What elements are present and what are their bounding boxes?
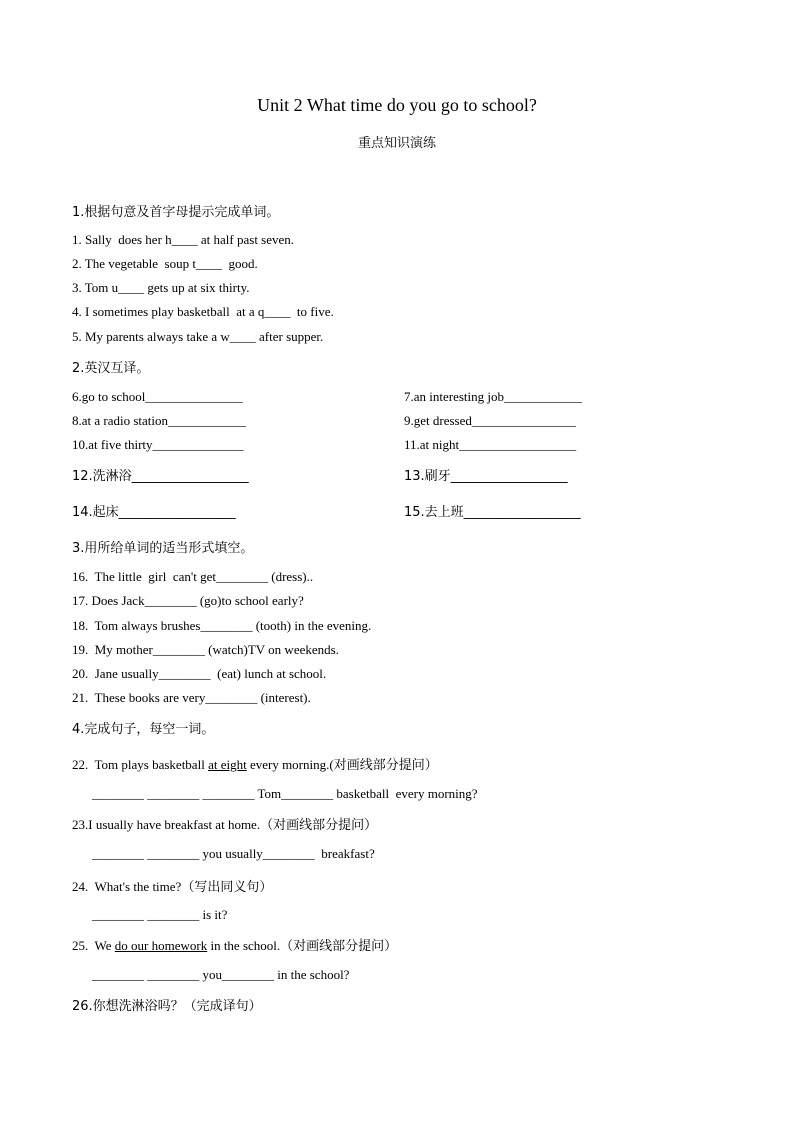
section3-heading: 3.用所给单词的适当形式填空。	[72, 541, 254, 556]
question-1: 1. Sally does her h____ at half past seven.	[72, 232, 295, 247]
question-20: 20. Jane usually________ (eat) lunch at school.	[72, 666, 327, 681]
question-10: 10.at five thirty______________	[72, 437, 244, 452]
question-25	[72, 935, 397, 954]
question-4: 4. I sometimes play basketball at a q____ to five.	[72, 304, 334, 319]
question-21: 21. These books are very________ (interest).	[72, 690, 311, 705]
page-subtitle: 重点知识演练	[357, 136, 436, 151]
question-14: 14.起床__________________	[72, 505, 236, 520]
question-25-pre: 25. We	[72, 938, 115, 953]
question-19: 19. My mother________ (watch)TV on weekends.	[72, 642, 339, 657]
answer-23: ________ ________ you usually________ breakfast?	[92, 846, 375, 861]
question-22-post: every morning.(对画线部分提问）	[246, 757, 438, 772]
question-2: 2. The vegetable soup t____ good.	[72, 256, 258, 271]
question-23: 23.I usually have breakfast at home.（对画线部分提问）	[72, 817, 378, 832]
question-22	[72, 754, 438, 773]
question-16: 16. The little girl can't get________ (dress)..	[72, 569, 314, 584]
question-6: 6.go to school_______________	[72, 389, 243, 404]
question-22-pre: 22. Tom plays basketball	[72, 757, 209, 772]
question-9: 9.get dressed________________	[404, 413, 576, 428]
section1-heading: 1.根据句意及首字母提示完成单词。	[72, 205, 280, 220]
question-3: 3. Tom u____ gets up at six thirty.	[72, 280, 250, 295]
question-25-underlined: do our homework	[114, 938, 208, 953]
section4-heading: 4.完成句子，每空一词。	[72, 722, 215, 737]
question-15: 15.去上班__________________	[404, 505, 581, 520]
question-8: 8.at a radio station____________	[72, 413, 247, 428]
question-7: 7.an interesting job____________	[404, 389, 583, 404]
question-22-underlined: at eight	[208, 757, 247, 772]
section2-heading: 2.英汉互译。	[72, 361, 150, 376]
question-5: 5. My parents always take a w____ after supper.	[72, 329, 324, 344]
question-11: 11.at night__________________	[404, 437, 577, 452]
question-13: 13.刷牙__________________	[404, 469, 568, 484]
question-18: 18. Tom always brushes________ (tooth) in the evening.	[72, 618, 372, 633]
question-12: 12.洗淋浴__________________	[72, 469, 249, 484]
question-17: 17. Does Jack________ (go)to school early?	[72, 593, 304, 608]
answer-25: ________ ________ you________ in the school?	[92, 967, 350, 982]
answer-22: ________ ________ ________ Tom________ basketball every morning?	[92, 786, 478, 801]
answer-24: ________ ________ is it?	[92, 907, 228, 922]
question-26: 26.你想洗淋浴吗？（完成译句）	[72, 999, 262, 1014]
question-24: 24. What's the time?（写出同义句）	[72, 879, 273, 894]
page-title: Unit 2 What time do you go to school?	[257, 95, 537, 115]
question-25-post: in the school.（对画线部分提问）	[207, 938, 398, 953]
